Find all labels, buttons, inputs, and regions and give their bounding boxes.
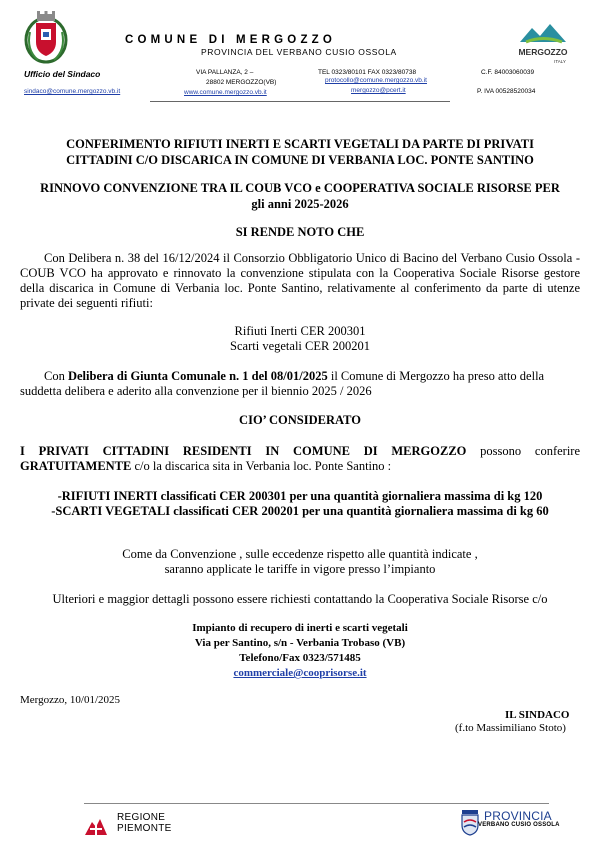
para2-rest: il Comune di Mergozzo ha preso atto della suddetta delibera e aderito alla convenzione per il biennio 2025 / 2026 xyxy=(20,369,545,398)
limit-inerti: -RIFIUTI INERTI classificati CER 200301 per una quantità giornaliera massima di kg 120 xyxy=(57,489,543,503)
paragraph-coub-delibera: Con Delibera n. 38 del 16/12/2024 il Consorzio Obbligatorio Unico di Bacino del Verbano Cusio Ossola - COUB VCO ha approvato e rinnovato la convenzione stipulata con la Cooperativa Sociale Risorse gestore della discarica in Comune di Verbania loc. Ponte Santino, relativamente al conferimento da parte di utenze private dei seguenti rifiuti: xyxy=(20,251,580,310)
plant-email-link[interactable]: commerciale@cooprisorse.it xyxy=(233,667,367,679)
signatory-name: (f.to Massimiliano Stoto) xyxy=(455,722,566,734)
paragraph-residents xyxy=(20,444,580,474)
comune-name: COMUNE DI MERGOZZO xyxy=(125,34,337,46)
para3-rest: c/o la discarica sita in Verbania loc. Ponte Santino : xyxy=(134,459,392,473)
header-divider xyxy=(150,101,450,102)
plant-address: Via per Santino, s/n - Verbania Trobaso (VB) xyxy=(194,637,406,649)
document-subtitle xyxy=(20,181,580,212)
excess-note xyxy=(20,547,580,577)
piemonte-label-line1: REGIONE xyxy=(117,812,166,823)
signatory-title: IL SINDACO xyxy=(505,709,570,721)
office-name: Ufficio del Sindaco xyxy=(24,69,101,79)
para3-bold1: I PRIVATI CITTADINI RESIDENTI IN COMUNE DI MERGOZZO xyxy=(20,444,467,458)
para2-bold: Delibera di Giunta Comunale n. 1 del 08/01/2025 xyxy=(67,369,328,383)
plant-name: Impianto di recupero di inerti e scarti vegetali xyxy=(192,622,408,634)
logo-subtext: ITALY xyxy=(554,59,566,64)
protocol-email-link[interactable]: protocollo@comune.mergozzo.vb.it xyxy=(325,77,427,84)
title2-line2: gli anni 2025-2026 xyxy=(251,196,349,211)
plant-contact-block xyxy=(20,621,580,681)
comune-province: PROVINCIA DEL VERBANO CUSIO OSSOLA xyxy=(201,47,397,57)
notice-heading: SI RENDE NOTO CHE xyxy=(235,225,365,239)
logo-text: MERGOZZO xyxy=(518,47,568,57)
limit-vegetali: -SCARTI VEGETALI classificati CER 200201 per una quantità giornaliera massima di kg 60 xyxy=(51,504,549,518)
waste-item-inerti: Rifiuti Inerti CER 200301 xyxy=(234,324,366,338)
regione-piemonte-logo-icon xyxy=(84,814,108,836)
address-line2: 28802 MERGOZZO(VB) xyxy=(206,79,277,86)
document-title xyxy=(20,137,580,168)
footer-divider xyxy=(84,803,549,804)
tel-fax: TEL 0323/80101 FAX 0323/80738 xyxy=(318,69,417,76)
considered-heading: CIO’ CONSIDERATO xyxy=(239,413,361,427)
vco-label-line2: VERBANO CUSIO OSSOLA xyxy=(478,822,560,828)
vco-label-line1: PROVINCIA xyxy=(484,809,552,823)
mayor-email-link[interactable]: sindaco@comune.mergozzo.vb.it xyxy=(24,88,121,95)
quantity-limits xyxy=(20,489,580,519)
paragraph-giunta-delibera xyxy=(20,369,580,399)
website-link[interactable]: www.comune.mergozzo.vb.it xyxy=(184,89,267,96)
waste-item-vegetali: Scarti vegetali CER 200201 xyxy=(230,339,370,353)
municipal-crest-icon xyxy=(24,10,68,64)
document-date: Mergozzo, 10/01/2025 xyxy=(20,694,121,706)
plant-phone: Telefono/Fax 0323/571485 xyxy=(239,652,361,664)
title1-line1: CONFERIMENTO RIFIUTI INERTI E SCARTI VEGETALI DA PARTE DI PRIVATI xyxy=(66,137,534,151)
codice-fiscale: C.F. 84003060039 xyxy=(481,69,535,76)
para3-mid: possono conferire xyxy=(480,444,581,458)
para2-start: Con xyxy=(44,369,65,383)
title1-line2: CITTADINI C/O DISCARICA IN COMUNE DI VERBANIA LOC. PONTE SANTINO xyxy=(66,152,534,167)
waste-list xyxy=(20,324,580,354)
pec-email-link[interactable]: mergozzo@pcert.it xyxy=(351,87,406,94)
address-line1: VIA PALLANZA, 2 – xyxy=(196,69,254,76)
title2-line1: RINNOVO CONVENZIONE TRA IL COUB VCO e COOPERATIVA SOCIALE RISORSE PER xyxy=(40,181,560,195)
further-info: Ulteriori e maggior dettagli possono essere richiesti contattando la Cooperativa Sociale Risorse c/o xyxy=(52,592,548,606)
piemonte-label-line2: PIEMONTE xyxy=(117,823,172,834)
partita-iva: P. IVA 00528520034 xyxy=(477,88,536,95)
para3-bold2: GRATUITAMENTE xyxy=(20,459,132,473)
mergozzo-logo-icon xyxy=(512,18,574,66)
excess-line1: Come da Convenzione , sulle eccedenze rispetto alle quantità indicate , xyxy=(122,547,478,561)
excess-line2: saranno applicate le tariffe in vigore presso l’impianto xyxy=(164,562,436,576)
